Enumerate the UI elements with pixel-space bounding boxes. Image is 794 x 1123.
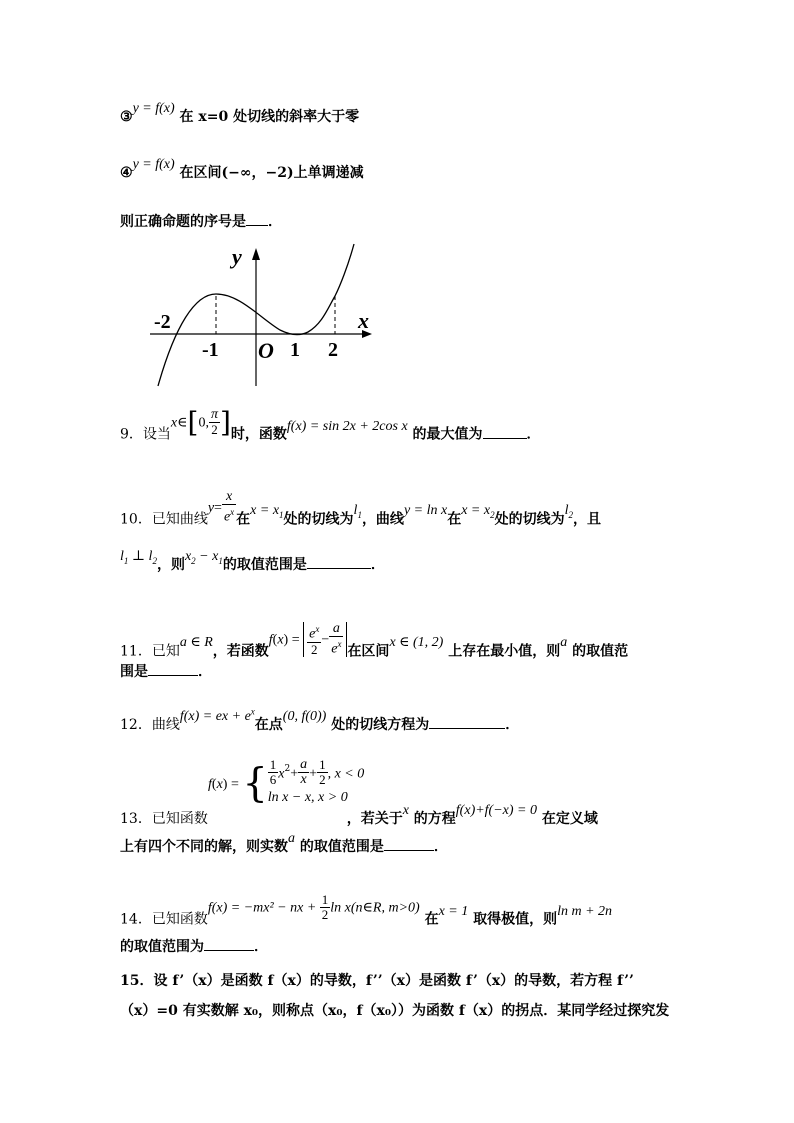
- statement-3: [120, 101, 360, 126]
- math-equation: f(x)+f(−x) = 0: [455, 803, 537, 818]
- q10-h: 的取值范围是: [222, 557, 307, 573]
- q11-c: 上存在最小值，则: [448, 643, 561, 660]
- question-15-line2: [120, 1000, 669, 1020]
- q14-a: 在: [424, 911, 439, 928]
- math-lnm-2n: ln m + 2n: [557, 903, 613, 919]
- q10-b: 处的切线为: [283, 511, 354, 528]
- q14-func: f(x) = −mx² − nx +: [207, 900, 320, 916]
- math-y-lnx: y = ln x: [403, 503, 448, 519]
- math-f-ex: f(x) = ex + $e^x$: [179, 706, 255, 724]
- math-piecewise: f(x) = { $\frac{1}{6}$ $x^2+$ $\frac{a}{x}$ + $\frac{1}{2}$ , x < 0 ln x − x, x > 0: [208, 757, 365, 807]
- q12-b: 处的切线方程为: [331, 717, 430, 733]
- conclusion-end: ．: [268, 214, 282, 230]
- question-10-line2: [120, 549, 385, 575]
- q14-func2: ln x(n∈R, m>0): [330, 900, 420, 916]
- q10-number: 10．已知曲线: [120, 511, 208, 528]
- math-f-q14: f(x) = −mx² − nx + $\frac{1}{2}$ ln x(n∈R, m>0): [207, 892, 420, 922]
- tick-minus-1: -1: [202, 339, 219, 361]
- math-l2: $l_2$: [564, 503, 573, 521]
- q11-tail: ．: [198, 664, 212, 680]
- math-l1: $l_1$: [353, 503, 362, 521]
- q9-end: 的最大值为: [412, 426, 483, 443]
- math-y-fx: y = f(x): [132, 101, 175, 116]
- q10-e: 处的切线为: [494, 511, 565, 528]
- q10-f: ，且: [572, 511, 601, 528]
- math-x-eq-x1: $x = x_1$: [250, 503, 284, 521]
- q14-b: 取得极值，则: [473, 911, 558, 928]
- question-13-line1: [120, 803, 598, 828]
- question-14-line2: [120, 936, 268, 956]
- q13-b: 的方程: [413, 811, 456, 827]
- tick-2: 2: [328, 339, 338, 361]
- label-origin: O: [258, 338, 274, 363]
- q13-line2a: 上有四个不同的解，则实数: [120, 839, 288, 855]
- answer-blank: [204, 938, 254, 951]
- q9-number: 9．设当: [120, 426, 171, 443]
- question-12: [120, 706, 520, 734]
- answer-blank: [307, 556, 371, 569]
- q10-c: ，曲线: [361, 511, 404, 528]
- answer-blank: [384, 838, 434, 851]
- q11-line2: 围是: [120, 664, 148, 680]
- question-10-line1: [120, 489, 601, 537]
- math-x-interval: x∈[0, $\frac{\pi}{2}$ ]: [170, 406, 231, 439]
- q14-tail: ．: [254, 939, 268, 955]
- math-f-sin: f(x) = sin 2x + 2cos x: [286, 418, 408, 434]
- math-l1-perp-l2: $l_1$ ⊥ $l_2$: [120, 549, 157, 566]
- answer-blank: [148, 663, 198, 676]
- label-y: y: [232, 244, 242, 269]
- q11-a: ，若函数: [212, 643, 269, 660]
- derivative-graph: [140, 236, 390, 396]
- math-x: x: [402, 803, 409, 818]
- question-14-line1: [120, 892, 613, 934]
- conclusion-line: [120, 211, 282, 231]
- q11-number: 11．已知: [120, 643, 180, 660]
- math-x-eq-x2: $x = x_2$: [461, 503, 495, 521]
- q13-a: ，若关于: [346, 811, 403, 827]
- circled-number-3: ③: [120, 109, 133, 125]
- math-a-in-R: a ∈ R: [179, 635, 213, 651]
- tick-1: 1: [290, 339, 300, 361]
- q11-b: 在区间: [347, 643, 390, 660]
- q13-number: 13．已知函数: [120, 811, 208, 827]
- q10-tail: ．: [370, 557, 385, 573]
- math-x2-minus-x1: $x_2 - x_1$: [184, 549, 223, 566]
- q11-d: 的取值范: [572, 643, 629, 660]
- tick-minus-2: -2: [154, 311, 171, 333]
- answer-blank: [246, 213, 268, 226]
- math-point: (0, f(0)): [282, 709, 327, 724]
- label-x: x: [358, 308, 369, 333]
- q14-number: 14．已知函数: [120, 911, 208, 928]
- q9-tail: ．: [526, 426, 541, 443]
- q10-d: 在: [447, 511, 462, 528]
- q10-g: ，则: [156, 557, 185, 573]
- question-9: [120, 406, 541, 451]
- math-y-x-over-ex: y= $\frac{x}{e^x}$: [207, 489, 235, 525]
- y-axis-arrow: [252, 248, 260, 260]
- math-a: a: [560, 635, 568, 651]
- math-x-eq-1: x = 1: [438, 903, 469, 919]
- q13-c: 在定义域: [541, 811, 598, 827]
- math-y-fx: y = f(x): [132, 157, 175, 172]
- q15-line1: 15．设 f’（x）是函数 f（x）的导数，f’’（x）是函数 f’（x）的导数，若方程 f’’: [120, 973, 634, 989]
- q12-number: 12．曲线: [120, 717, 180, 733]
- question-15-line1: [120, 970, 634, 990]
- question-13-line2: [120, 831, 448, 856]
- q13-tail: ．: [433, 839, 448, 855]
- statement-4-text: 在区间(−∞，−2)上单调递减: [179, 165, 364, 181]
- statement-3-text: 在 x=0 处切线的斜率大于零: [179, 109, 360, 125]
- q12-func: f(x) = ex + e: [179, 709, 251, 724]
- math-f-abs: f(x) = $\frac{e^x}{2}$ − $\frac{a}{e^x}$: [269, 622, 348, 657]
- conclusion-text: 则正确命题的序号是: [120, 214, 246, 230]
- q9-mid: 时，函数: [230, 426, 287, 443]
- answer-blank: [483, 426, 527, 439]
- math-a: a: [288, 831, 295, 846]
- q15-line2: （x）=0 有实数解 x₀，则称点（x₀，f（x₀））为函数 f（x）的拐点．某同学经过探究发: [120, 1003, 670, 1019]
- q12-tail: ．: [505, 717, 520, 733]
- statement-4: [120, 157, 364, 182]
- answer-blank: [429, 716, 505, 729]
- q10-a: 在: [236, 511, 251, 528]
- question-11-line2: [120, 661, 212, 681]
- circled-number-4: ④: [120, 165, 133, 181]
- math-x-in-12: x ∈ (1, 2): [389, 635, 444, 651]
- q13-line2b: 的取值范围是: [299, 839, 384, 855]
- q12-a: 在点: [254, 717, 283, 733]
- q14-line2: 的取值范围为: [120, 939, 204, 955]
